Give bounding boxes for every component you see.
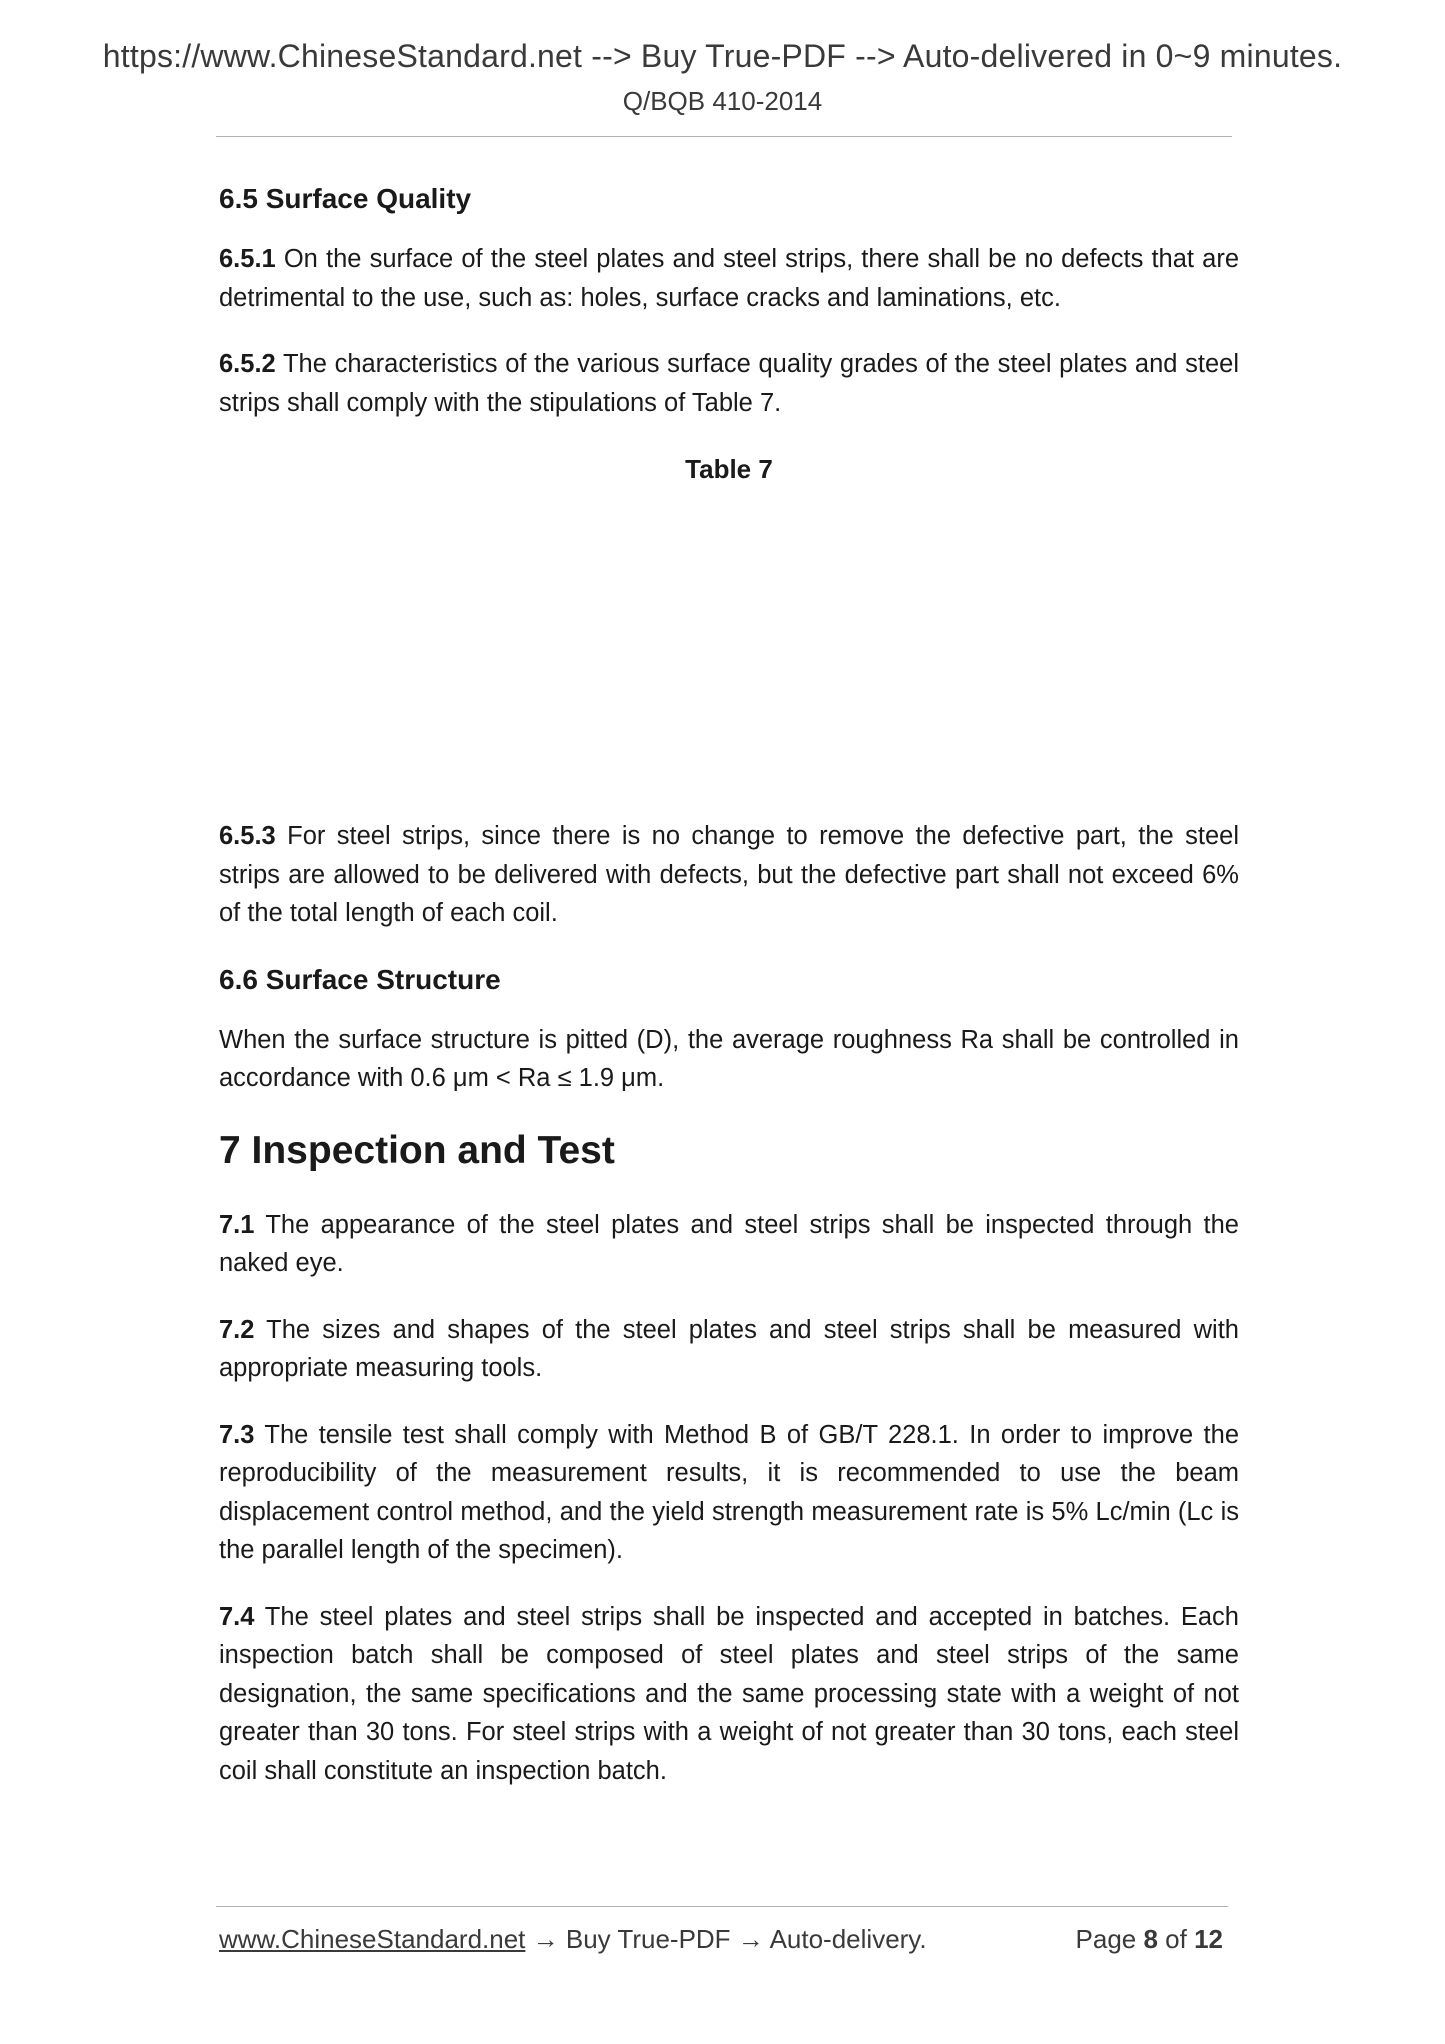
clause-text: On the surface of the steel plates and steel strips, there shall be no defects that are detrimental to the use, such as: holes, surface cracks and laminations, etc. [219,245,1239,312]
page-current: 8 [1143,1924,1158,1954]
footer-promo [219,1924,927,1954]
section-6-5-heading: 6.5 Surface Quality [219,183,472,214]
page-content [219,180,1239,1818]
page-label: Page [1075,1924,1144,1954]
clause-7-2 [219,1311,1239,1388]
clause-text: The sizes and shapes of the steel plates and steel strips shall be measured with appropriate measuring tools. [219,1315,1239,1382]
clause-text: The tensile test shall comply with Method B of GB/T 228.1. In order to improve the reproducibility of the measurement results, it is recommended to use the beam displacement control method, and the yield strength measurement rate is 5% Lc/min (Lc is the parallel length of the specimen). [219,1420,1239,1564]
clause-6-5-3 [219,817,1239,933]
footer-site-link[interactable]: www.ChineseStandard.net [219,1924,526,1954]
page-total: 12 [1194,1924,1223,1954]
clause-number: 6.5.3 [219,822,276,850]
clause-6-5-2 [219,345,1239,422]
clause-number: 7.2 [219,1315,255,1344]
page-footer [219,1924,1223,1955]
table-7-area [219,488,1239,817]
clause-7-4 [219,1598,1239,1791]
table-7-title: Table 7 [685,454,773,484]
clause-text: For steel strips, since there is no change to remove the defective part, the steel strips are allowed to be delivered with defects, but the defective part shall not exceed 6% of the total length of each coil. [219,822,1239,927]
clause-text: The appearance of the steel plates and steel strips shall be inspected through the naked eye. [219,1210,1239,1277]
clause-number: 7.3 [219,1420,255,1449]
section-6-6-heading: 6.6 Surface Structure [219,963,501,995]
clause-6-5-1 [219,240,1239,317]
clause-number: 7.1 [219,1210,255,1239]
clause-number: 6.5.2 [219,350,276,378]
footer-divider [216,1906,1228,1907]
section-7-heading: 7 Inspection and Test [219,1128,615,1172]
clause-7-1 [219,1206,1239,1283]
header-divider [216,136,1232,137]
document-code: Q/BQB 410-2014 [622,86,823,116]
clause-6-6-text: When the surface structure is pitted (D), the average roughness Ra shall be controlled in accordance with 0.6 μm < Ra ≤ 1.9 μm. [219,1025,1239,1092]
clause-number: 7.4 [219,1602,255,1631]
clause-number: 6.5.1 [219,245,276,273]
header-banner: https://www.ChineseStandard.net --> Buy True-PDF --> Auto-delivered in 0~9 minutes. [102,38,1343,74]
footer-tagline: → Buy True-PDF → Auto-delivery. [525,1924,927,1954]
clause-text: The steel plates and steel strips shall be inspected and accepted in batches. Each inspection batch shall be composed of steel plates and steel strips of the same designation, the same specifications and the same processing state with a weight of not greater than 30 tons. For steel strips with a weight of not greater than 30 tons, each steel coil shall constitute an inspection batch. [219,1602,1239,1785]
clause-7-3 [219,1416,1239,1570]
page-of: of [1157,1924,1195,1954]
page-number [1076,1924,1223,1955]
clause-text: The characteristics of the various surface quality grades of the steel plates and steel strips shall comply with the stipulations of Table 7. [219,350,1239,417]
